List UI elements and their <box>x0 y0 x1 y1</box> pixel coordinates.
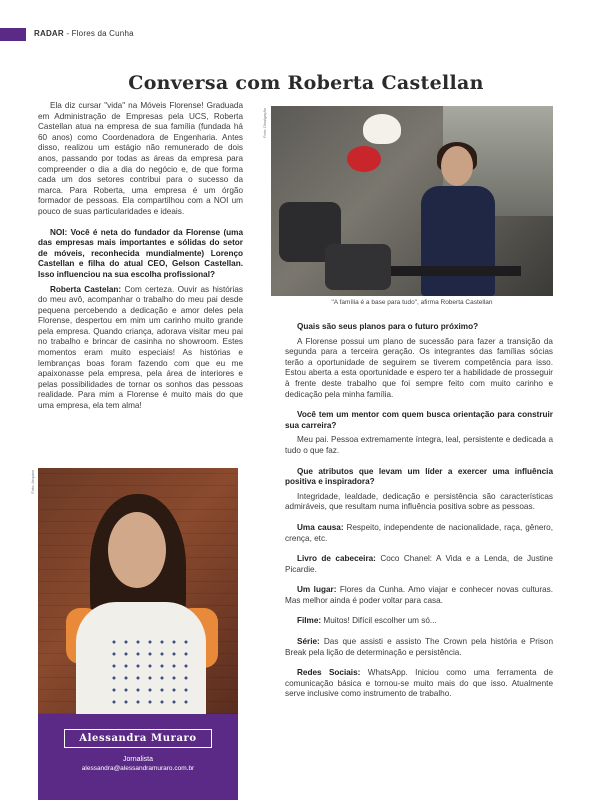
question-1: NOI: Você é neta do fundador da Florense (uma das empresas mais importantes e sólidas do setor de móveis, reconhecida mundialmente) Lorenço Castellan e filha do atual CEO, Gelson Castellan. Isso influenciou na sua escolha profissional? <box>38 227 243 279</box>
answer-4: Integridade, lealdade, dedicação e persistência são características admiráveis, que resultam numa influência positiva sobre as pessoas. <box>285 491 553 512</box>
table <box>391 266 521 276</box>
running-header <box>34 29 134 38</box>
white-lamp <box>363 114 401 144</box>
author-photo-credit: Foto: Arquivo <box>30 470 35 494</box>
list-item: Filme: Muitos! Difícil escolher um só... <box>297 616 437 626</box>
photo-caption: "A família é a base para tudo", afirma Roberta Castellan <box>331 299 493 306</box>
author-name: Alessandra Muraro <box>64 729 212 748</box>
question-4: Que atributos que levam um líder a exercer uma influência positiva e inspiradora? <box>285 466 553 487</box>
section-subtitle: - Flores da Cunha <box>66 29 134 38</box>
roberta-portrait-photo <box>271 106 553 296</box>
article-title: Conversa com Roberta Castellan <box>128 72 484 94</box>
answer-1-label: Roberta Castelan: <box>50 284 122 294</box>
author-role: Jornalista <box>123 756 153 763</box>
answer-3: Meu pai. Pessoa extremamente íntegra, leal, persistente e dedicada a tudo o que faz. <box>285 435 553 455</box>
photo-credit: Foto: Divulgação <box>262 108 267 139</box>
list-item: Redes Sociais: WhatsApp. Iniciou como uma ferramenta de comunicação básica e tornou-se muito mais do que isso. Atualmente serve inclusive como instrumento de trabalho. <box>285 668 553 699</box>
list-item: Um lugar: Flores da Cunha. Amo viajar e conhecer novas culturas. Mas melhor ainda é poder voltar para casa. <box>285 585 553 605</box>
author-photo <box>38 468 238 714</box>
answer-1-text: Com certeza. Ouvir as histórias do meu avô, acompanhar o trabalho do meu pai desde pequena percebendo a dedicação e amor deles pela Florense, despertou em mim um carinho muito grande pela empresa. Quando criança, adorava visitar meu pai no trabalho e brincar de casinha no showroom. Estes momentos eram muito especiais! As histórias e lembranças boas foram fazendo com que eu me apaixonasse pela empresa, pela área de interiores e pelas possibilidades de tornar os sonhos das pessoas realidade. Para mim a Florense é muito mais do que uma empresa, ela tem alma! <box>38 284 243 411</box>
answer-2: A Florense possui um plano de sucessão para fazer a transição da segunda para a terceira geração. Os integrantes das famílias sócias terão a oportunidade de seguirem se tiverem competência para isso. Estou aberta a esta oportunidade e espero ter a habilidade de prosseguir à frente deste trabalho que foi sempre feito com muito carinho e dedicação pela minha família. <box>285 336 553 399</box>
list-item: Livro de cabeceira: Coco Chanel: A Vida e a Lenda, de Justine Picardie. <box>285 554 553 574</box>
section-name: RADAR <box>34 29 64 38</box>
question-3: Você tem um mentor com quem busca orientação para construir sua carreira? <box>285 410 553 430</box>
armchair <box>325 244 391 290</box>
answer-1 <box>38 285 243 412</box>
author-box <box>38 714 238 800</box>
question-2: Quais são seus planos para o futuro próximo? <box>297 322 479 331</box>
author-email[interactable]: alessandra@alessandramuraro.com.br <box>81 765 195 772</box>
left-column <box>38 101 243 416</box>
section-tab-marker <box>0 28 26 41</box>
list-item: Série: Das que assisti e assisto The Crown pela história e Prison Break pela lição de determinação e persistência. <box>285 637 553 657</box>
intro-paragraph: Ela diz cursar "vida" na Móveis Florense! Graduada em Administração de Empresas pela UCS, Roberta Castellan atua na empresa de sua família (fundada há 60 anos) como Coordenadora de Engenharia. Antes disso, realizou um estágio não remunerado de dois anos, passando por todas as áreas da empresa para compreender o dia a dia do negócio e, de que forma cada um dos setores contribui para o sucesso da marca. Para Roberta, uma empresa é um órgão formador de pessoas. Ela compartilhou com a NOI um pouco de suas particularidades e ideais. <box>38 101 243 216</box>
right-column <box>285 322 553 704</box>
author-face <box>108 512 166 588</box>
list-item: Uma causa: Respeito, independente de nacionalidade, raça, gênero, crença, etc. <box>285 522 553 543</box>
red-lamp <box>347 146 381 172</box>
